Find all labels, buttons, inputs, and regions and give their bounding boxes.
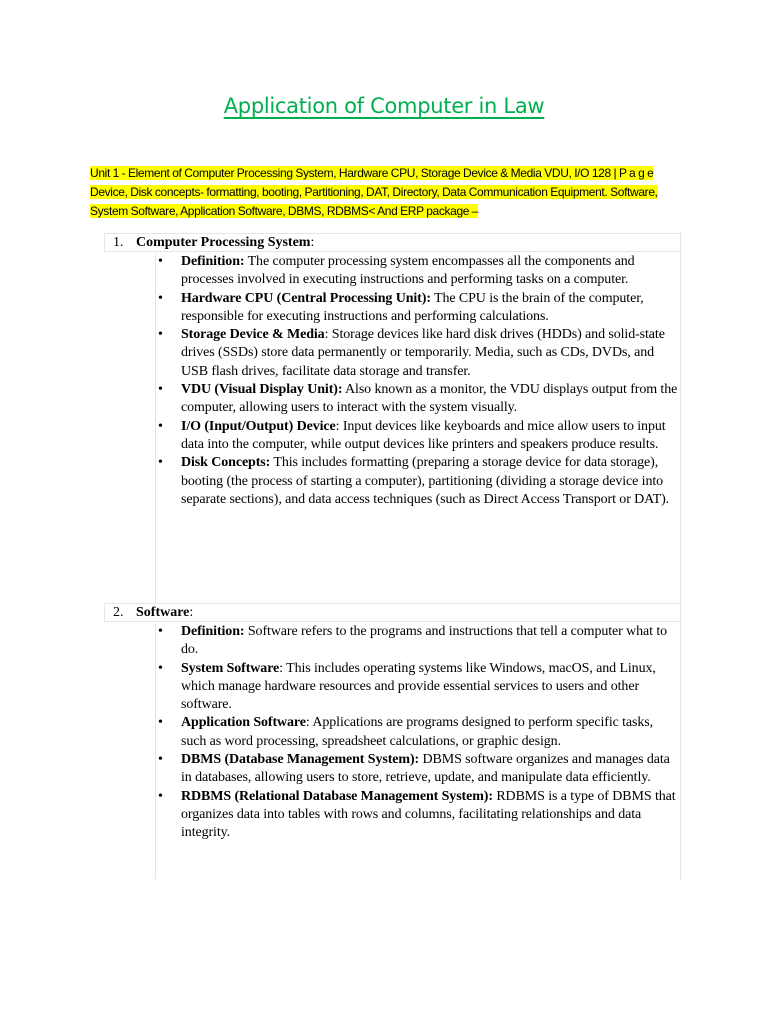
- bullet-text: Input devices like keyboards and mice allow users to input data into the computer, while output devices like printers and speakers produce results.: [181, 418, 666, 452]
- bullet-term: Storage Device & Media: [181, 327, 325, 343]
- bullet-term: RDBMS (Relational Database Management System): [181, 788, 489, 804]
- bullet-term: Definition: [181, 254, 240, 269]
- list-item: [156, 623, 680, 660]
- bullet-text: DBMS software organizes and manages data in databases, allowing users to store, retrieve, update, and manipulate data efficiently.: [181, 752, 670, 786]
- list-item: [156, 751, 680, 788]
- bullet-text: This includes operating systems like Windows, macOS, and Linux, which manage hardware resources and provide essential services to users and other software.: [181, 660, 656, 713]
- unit-syllabus-paragraph: [90, 164, 690, 221]
- list-item: [156, 381, 680, 418]
- list-item: [156, 290, 680, 327]
- bullet-text: Storage devices like hard disk drives (HDDs) and solid-state drives (SSDs) store data permanently or temporarily. Media, such as CDs, DVDs, and USB flash drives, facilitate data storage and transfer.: [181, 327, 665, 379]
- bullet-term: DBMS (Database Management System): [181, 752, 415, 768]
- bullet-separator: :: [239, 624, 245, 639]
- bullet-separator: :: [239, 254, 245, 269]
- section-2-number: 2.: [113, 605, 124, 620]
- list-item: [156, 660, 680, 715]
- bullet-separator: :: [279, 660, 283, 676]
- list-item: [156, 326, 680, 381]
- list-item: [156, 454, 680, 509]
- bullet-separator: :: [265, 455, 271, 471]
- bullet-term: Hardware CPU (Central Processing Unit): [181, 290, 427, 306]
- bullet-separator: :: [414, 752, 420, 768]
- bullet-separator: :: [426, 290, 431, 306]
- bullet-separator: :: [488, 788, 493, 804]
- list-item: [156, 253, 680, 290]
- bullet-separator: :: [324, 327, 329, 343]
- bullet-text: Applications are programs designed to perform specific tasks, such as word processing, spreadsheet calculations, or graphic design.: [181, 715, 654, 749]
- bullet-separator: :: [335, 418, 340, 434]
- bullet-term: System Software: [181, 660, 280, 676]
- list-item: [156, 714, 680, 751]
- bullet-text: The CPU is the brain of the computer, responsible for executing instructions and performing calculations.: [181, 290, 644, 324]
- section-2-heading-colon: :: [189, 605, 194, 620]
- section-1-number: 1.: [113, 235, 124, 250]
- section-1-heading-colon: :: [310, 235, 315, 250]
- unit-syllabus-text: Unit 1 - Element of Computer Processing System, Hardware CPU, Storage Device & Media VDU, I/O 128 | P a g e Device, Disk concepts- formatting, booting, Partitioning, DAT, Directory, Data Communication Equipment. Software, System Software, Application Software, DBMS, RDBMS< And ERP package –: [90, 166, 658, 218]
- bullet-separator: :: [337, 382, 343, 398]
- bullet-separator: :: [305, 715, 310, 731]
- bullet-text: This includes formatting (preparing a storage device for data storage), booting (the process of starting a computer), partitioning (dividing a storage device into separate sections), and data access techniques (such as Direct Access Transport or DAT).: [181, 455, 670, 507]
- section-2-heading: [136, 604, 193, 622]
- bullet-term: VDU (Visual Display Unit): [181, 382, 338, 398]
- bullet-term: Application Software: [181, 715, 306, 731]
- section-2-bullet-list: [155, 623, 681, 879]
- list-item: [156, 418, 680, 455]
- document-title-container: [0, 94, 768, 118]
- bullet-term: I/O (Input/Output) Device: [181, 418, 336, 434]
- section-1-bullet-list: [155, 253, 681, 603]
- bullet-text: Software refers to the programs and instructions that tell a computer what to do.: [181, 624, 668, 658]
- bullet-term: Definition: [181, 624, 240, 639]
- bullet-term: Disk Concepts: [181, 455, 266, 471]
- bullet-text: RDBMS is a type of DBMS that organizes data into tables with rows and columns, facilitating relationships and data integrity.: [181, 788, 676, 841]
- section-1-heading: [136, 234, 314, 252]
- section-2-heading-text: Software: [136, 605, 190, 620]
- document-title: Application of Computer in Law: [223, 94, 545, 118]
- bullet-text: The computer processing system encompasses all the components and processes involved in executing instructions and performing tasks on a computer.: [181, 254, 635, 288]
- list-item: [156, 788, 680, 843]
- section-1-heading-text: Computer Processing System: [136, 235, 311, 250]
- bullet-text: Also known as a monitor, the VDU displays output from the computer, allowing users to interact with the system visually.: [181, 382, 678, 416]
